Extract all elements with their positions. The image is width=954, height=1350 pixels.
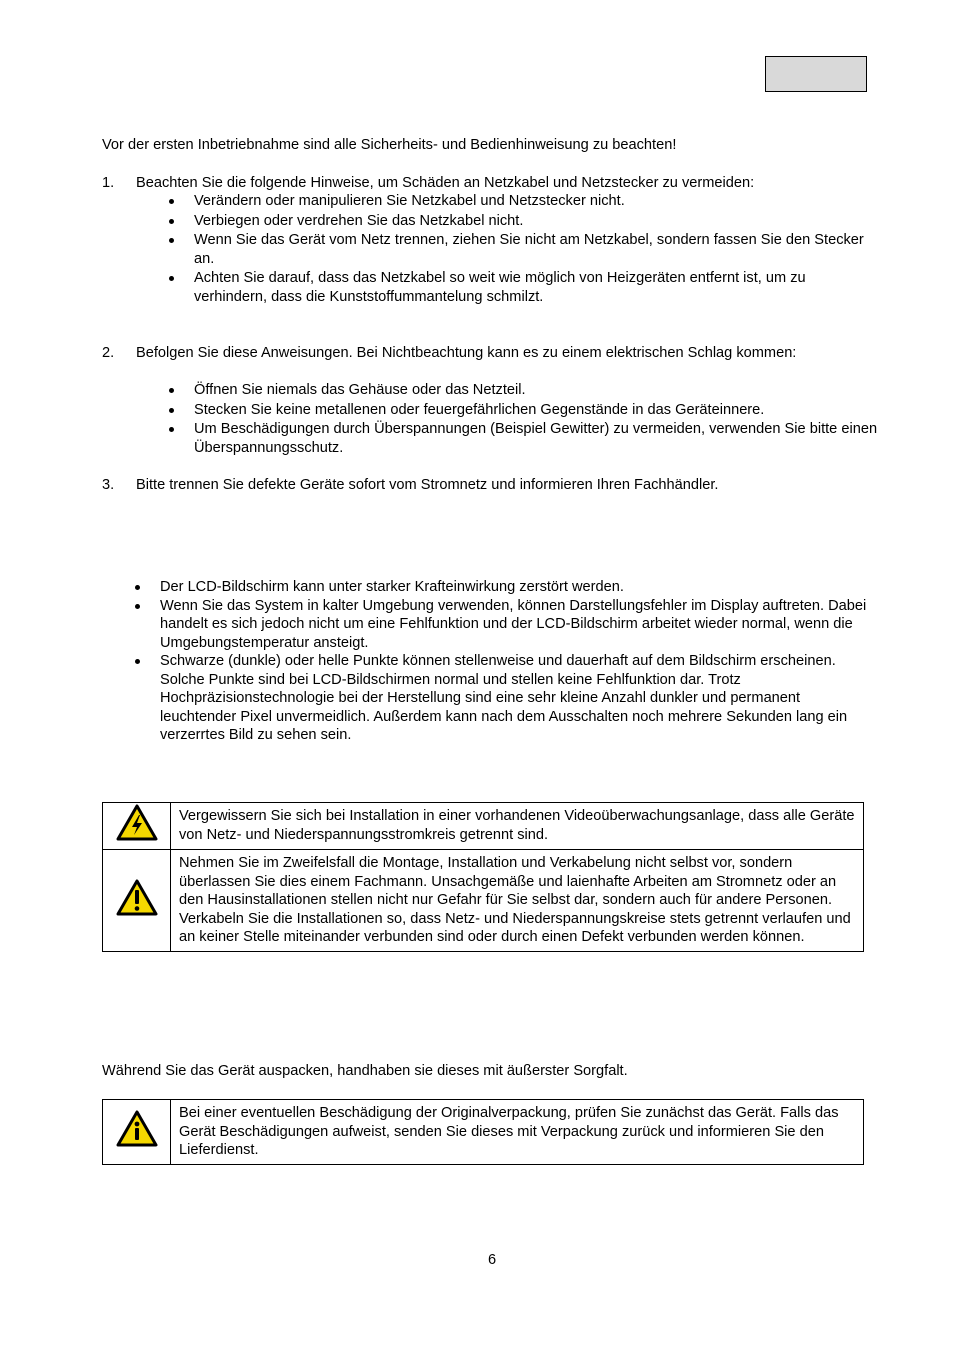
exclamation-warning-icon [116, 905, 158, 921]
icon-cell [103, 850, 171, 952]
intro-text: Vor der ersten Inbetriebnahme sind alle Sicherheits- und Bedienhinweisung zu beachten! [102, 137, 677, 153]
lcd-bullets [132, 578, 872, 745]
table-cell [171, 850, 864, 952]
icon-cell [103, 803, 171, 850]
power-cable-bullets [166, 192, 878, 306]
cell-paragraph: Nehmen Sie im Zweifelsfall die Montage, Installation und Verkabelung nicht selbst vor, sondern überlassen Sie dies einem Fachmann. Unsachgemäße und laienhafte Arbeiten am Stromnetz oder an den Hausinstallationen stellen nicht nur Gefahr für Sie selbst dar, sondern auch für andere Personen. [179, 855, 837, 908]
table-cell: Bei einer eventuellen Beschädigung der Originalverpackung, prüfen Sie zunächst das Gerät. Falls das Gerät Beschädigungen aufweist, senden Sie dieses mit Verpackung zurück und informieren Sie den Lieferdienst. [171, 1100, 864, 1165]
list-item-2-text: Befolgen Sie diese Anweisungen. Bei Nichtbeachtung kann es zu einem elektrischen Schlag kommen: [136, 345, 797, 361]
list-item: Wenn Sie das Gerät vom Netz trennen, ziehen Sie nicht am Netzkabel, sondern fassen Sie den Stecker an. [166, 231, 878, 268]
list-item: Um Beschädigungen durch Überspannungen (Beispiel Gewitter) zu vermeiden, verwenden Sie bitte einen Überspannungsschutz. [166, 420, 878, 457]
table-row [103, 803, 864, 850]
table-row [103, 1100, 864, 1165]
table-cell: Vergewissern Sie sich bei Installation in einer vorhandenen Videoüberwachungsanlage, dass alle Geräte von Netz- und Niederspannungsstromkreis getrennt sind. [171, 803, 864, 850]
unpacking-warning-table [102, 1099, 864, 1165]
table-row [103, 850, 864, 952]
list-number-3: 3. [102, 477, 115, 493]
language-tab-box [765, 56, 867, 92]
list-number-2: 2. [102, 345, 115, 361]
page-number: 6 [487, 1252, 497, 1268]
list-item: Verändern oder manipulieren Sie Netzkabel und Netzstecker nicht. [166, 192, 878, 211]
info-warning-icon [116, 1136, 158, 1152]
electric-shock-bullets [166, 381, 878, 457]
list-item: Schwarze (dunkle) oder helle Punkte können stellenweise und dauerhaft auf dem Bildschirm erscheinen. Solche Punkte sind bei LCD-Bildschirmen normal und stellen keine Fehlfunktion dar. Trotz Hochpräzisionstechnologie bei der Herstellung sind eine sehr kleine Anzahl dunkler und permanent leuchtender Pixel unvermeidlich. Außerdem kann nach dem Ausschalten noch mehrere Sekunden lang ein verzerrtes Bild zu sehen sein. [132, 652, 872, 745]
list-item: Wenn Sie das System in kalter Umgebung verwenden, können Darstellungsfehler im Display auftreten. Dabei handelt es sich jedoch nicht um eine Fehlfunktion und der LCD-Bildschirm arbeitet wieder normal, wenn die Umgebungstemperatur ansteigt. [132, 597, 872, 653]
unpacking-text: Während Sie das Gerät auspacken, handhaben sie dieses mit äußerster Sorgfalt. [102, 1063, 628, 1079]
list-item: Öffnen Sie niemals das Gehäuse oder das Netzteil. [166, 381, 878, 400]
icon-cell [103, 1100, 171, 1165]
list-item: Achten Sie darauf, dass das Netzkabel so weit wie möglich von Heizgeräten entfernt ist, um zu verhindern, dass die Kunststoffummantelung schmilzt. [166, 269, 878, 306]
list-item: Stecken Sie keine metallenen oder feuergefährlichen Gegenstände in das Geräteinnere. [166, 401, 878, 420]
list-item: Der LCD-Bildschirm kann unter starker Krafteinwirkung zerstört werden. [132, 578, 872, 597]
list-item: Verbiegen oder verdrehen Sie das Netzkabel nicht. [166, 212, 878, 231]
high-voltage-warning-icon [116, 830, 158, 846]
installation-warning-table [102, 802, 864, 952]
list-item-1-text: Beachten Sie die folgende Hinweise, um Schäden an Netzkabel und Netzstecker zu vermeiden: [136, 175, 755, 191]
cell-paragraph: Verkabeln Sie die Installationen so, dass Netz- und Niederspannungskreise stets getrennt verlaufen und an keiner Stelle miteinander verbunden sind oder durch einen Defekt verbunden werden können. [179, 910, 851, 945]
list-item-3-text: Bitte trennen Sie defekte Geräte sofort vom Stromnetz und informieren Ihren Fachhändler. [136, 477, 719, 493]
list-number-1: 1. [102, 175, 115, 191]
